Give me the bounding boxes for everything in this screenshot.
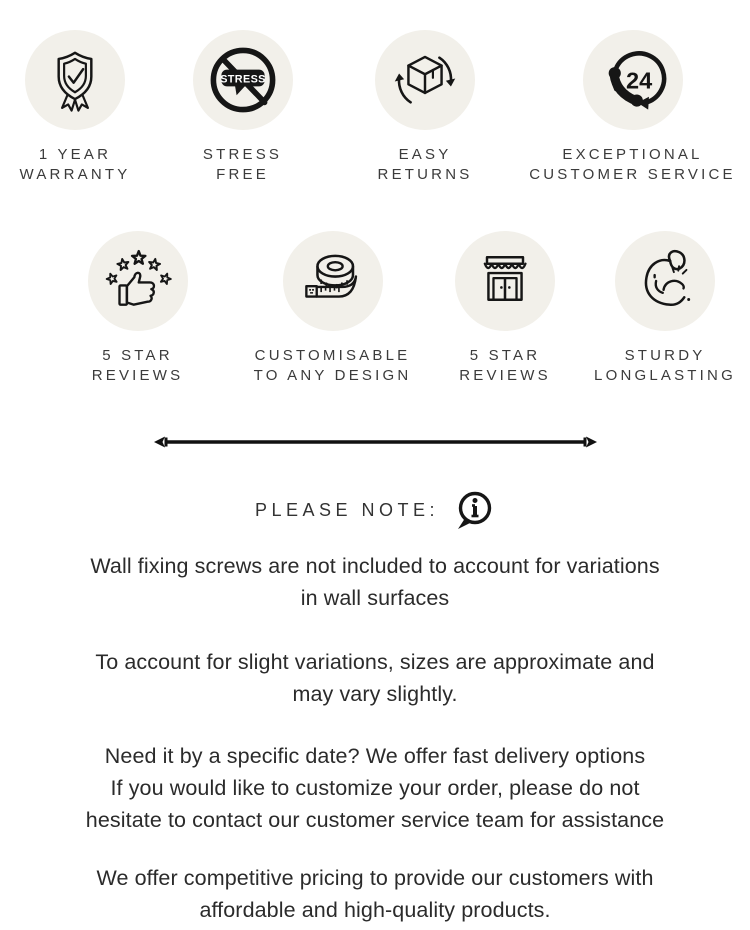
badge-circle xyxy=(583,30,683,130)
paragraph-line: in wall surfaces xyxy=(300,586,450,610)
badge-sturdy xyxy=(580,231,750,386)
service-24-text: 24 xyxy=(625,67,652,94)
divider-line-icon xyxy=(153,434,598,450)
paragraph-wall-fixing xyxy=(0,550,750,614)
badge-label xyxy=(254,346,412,386)
measuring-tape-icon xyxy=(296,244,370,318)
badge-label xyxy=(594,346,736,386)
badge-label-line1: STRESS xyxy=(202,146,283,163)
badge-label-line2: CUSTOMER SERVICE xyxy=(529,166,736,183)
badge-label-line2: RETURNS xyxy=(377,166,473,183)
easy-returns-icon xyxy=(389,44,461,116)
badge-label-line2: FREE xyxy=(216,166,269,183)
badge-label-line1: EXCEPTIONAL xyxy=(562,146,703,163)
badge-circle xyxy=(88,231,188,331)
badge-label-line1: 1 YEAR xyxy=(38,146,112,163)
badge-circle xyxy=(375,30,475,130)
badge-label-line1: STURDY xyxy=(624,347,706,364)
badge-circle xyxy=(615,231,715,331)
badge-easy-returns xyxy=(335,30,515,185)
badge-five-star-store xyxy=(430,231,580,386)
badge-label-line2: WARRANTY xyxy=(19,166,131,183)
stress-free-icon xyxy=(203,40,283,120)
section-divider xyxy=(0,434,750,450)
paragraph-line: If you would like to customize your order, please do not xyxy=(110,776,640,800)
paragraph-line: To account for slight variations, sizes are approximate and xyxy=(95,650,655,674)
stress-icon-text: STRESS xyxy=(219,73,266,86)
badge-warranty xyxy=(0,30,150,185)
badge-circle xyxy=(455,231,555,331)
badge-label-line1: 5 STAR xyxy=(469,347,541,364)
badge-customer-service xyxy=(515,30,750,185)
paragraph-line: Wall fixing screws are not included to account for variations xyxy=(90,554,660,578)
paragraph-pricing xyxy=(0,862,750,926)
paragraph-line: may vary slightly. xyxy=(292,682,458,706)
badge-label-line1: 5 STAR xyxy=(102,347,173,364)
badge-circle xyxy=(25,30,125,130)
bicep-icon xyxy=(628,244,702,318)
badge-label-line2: TO ANY DESIGN xyxy=(253,367,412,384)
warranty-shield-icon xyxy=(41,46,109,114)
badge-label-line2: REVIEWS xyxy=(459,367,551,384)
badge-label-line1: CUSTOMISABLE xyxy=(254,347,411,364)
paragraph-line: We offer competitive pricing to provide our customers with xyxy=(96,866,654,890)
badge-circle xyxy=(193,30,293,130)
badge-circle xyxy=(283,231,383,331)
storefront-icon xyxy=(469,245,541,317)
badge-customisable xyxy=(235,231,430,386)
five-star-thumbs-icon xyxy=(101,244,175,318)
paragraph-line: affordable and high-quality products. xyxy=(199,898,551,922)
paragraph-line: Need it by a specific date? We offer fast delivery options xyxy=(104,744,646,768)
badge-label-line2: REVIEWS xyxy=(91,367,184,384)
paragraph-size-variations xyxy=(0,646,750,710)
note-heading-row xyxy=(0,488,750,532)
note-heading: PLEASE NOTE: xyxy=(254,499,440,520)
badge-label xyxy=(378,145,473,185)
badge-row-2 xyxy=(40,231,750,386)
badge-label xyxy=(203,145,282,185)
badge-label-line2: LONGLASTING xyxy=(594,367,736,384)
info-icon xyxy=(453,488,495,532)
note-paragraphs xyxy=(0,550,750,926)
badge-label xyxy=(20,145,131,185)
badge-label-line1: EASY xyxy=(398,146,452,163)
paragraph-line: hesitate to contact our customer service team for assistance xyxy=(85,808,665,832)
paragraph-delivery-customize xyxy=(0,740,750,836)
badge-label xyxy=(459,346,551,386)
badge-row-1 xyxy=(0,30,750,185)
badge-label xyxy=(529,145,736,185)
customer-service-24-icon xyxy=(595,42,671,118)
badge-label xyxy=(92,346,184,386)
badge-five-star-thumbs xyxy=(40,231,235,386)
badge-stress-free xyxy=(150,30,335,185)
